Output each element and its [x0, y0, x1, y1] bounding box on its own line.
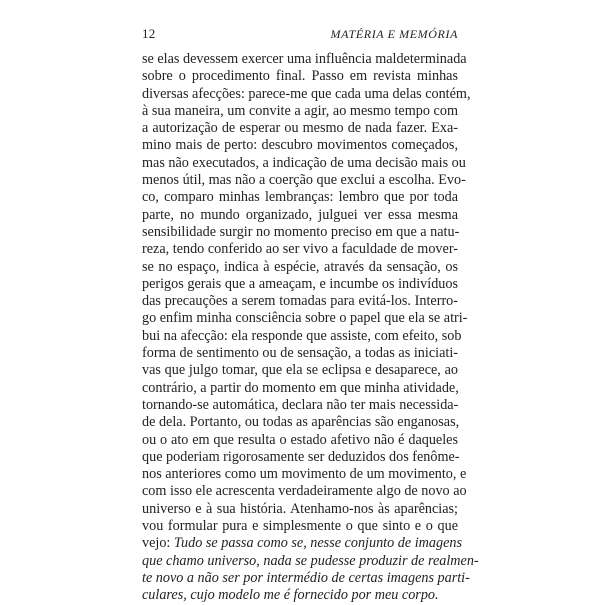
text-line: co, comparo minhas lembranças: lembro que por toda	[142, 189, 458, 206]
text-line: perigos gerais que a ameaçam, e incumbe os indivíduos	[142, 275, 458, 292]
text-line: se elas devessem exercer uma influência maldeterminada	[142, 51, 467, 67]
body-text	[142, 51, 479, 605]
text-roman-segment: vejo:	[142, 535, 174, 552]
text-line: sobre o procedimento final. Passo em revista minhas	[142, 68, 458, 85]
text-line-italic: culares, cujo modelo me é fornecido por meu corpo.	[142, 587, 439, 604]
text-line: bui na afecção: ela responde que assiste, com efeito, sob	[142, 327, 462, 344]
running-title: MATÉRIA E MEMÓRIA	[330, 27, 458, 41]
text-line: se no espaço, indica à espécie, através da sensação, os	[142, 258, 458, 275]
text-line: go enfim minha consciência sobre o papel que ela se atri-	[142, 310, 468, 327]
text-line-mixed	[142, 535, 462, 552]
text-line: ou o ato em que resulta o estado afetivo não é daqueles	[142, 431, 458, 448]
text-line: forma de sentimento ou de sensação, a todas as iniciati-	[142, 345, 458, 362]
text-line: contrário, a partir do momento em que minha atividade,	[142, 379, 459, 396]
text-line: reza, tendo conferido ao ser vivo a faculdade de mover-	[142, 241, 458, 258]
text-line: vas que julgo tomar, que ela se eclipsa e desaparece, ao	[142, 362, 458, 379]
text-line: nos anteriores como um movimento de um movimento, e	[142, 466, 467, 483]
text-line-italic: te novo a não ser por intermédio de certas imagens parti-	[142, 569, 470, 586]
text-line: menos útil, mas não a coerção que exclui a escolha. Evo-	[142, 172, 466, 189]
text-line-italic: que chamo universo, nada se pudesse produzir de realmen-	[142, 552, 479, 569]
text-line: diversas afecções: parece-me que cada uma delas contém,	[142, 85, 471, 102]
text-line: sensibilidade surgir no momento preciso em que a natu-	[142, 223, 460, 240]
text-line: à sua maneira, um convite a agir, ao mesmo tempo com	[142, 102, 458, 119]
text-italic-segment: Tudo se passa como se, nesse conjunto de imagens	[173, 535, 462, 552]
text-line: parte, no mundo organizado, julguei ver essa mesma	[142, 206, 458, 223]
text-line: mas não executados, a indicação de uma decisão mais ou	[142, 154, 466, 171]
text-line: das precauções a serem tomadas para evitá-los. Interro-	[142, 293, 458, 310]
page-number: 12	[142, 26, 156, 41]
text-line: a autorização de esperar ou mesmo de nada fazer. Exa-	[142, 120, 458, 137]
text-line: com isso ele acrescenta verdadeiramente algo de novo ao	[142, 483, 467, 500]
text-line: tornando-se automática, declara não ter mais necessida-	[142, 396, 459, 413]
text-line: de dela. Portanto, ou todas as aparências são enganosas,	[142, 414, 460, 431]
text-line: vou formular pura e simplesmente o que sinto e o que	[142, 518, 458, 535]
text-line: universo e à sua história. Atenhamo-nos às aparências;	[142, 500, 458, 517]
page-header	[142, 26, 458, 44]
text-line: mino mais de perto: descubro movimentos começados,	[142, 137, 458, 154]
text-line: que poderiam rigorosamente ser deduzidos dos fenôme-	[142, 448, 460, 465]
